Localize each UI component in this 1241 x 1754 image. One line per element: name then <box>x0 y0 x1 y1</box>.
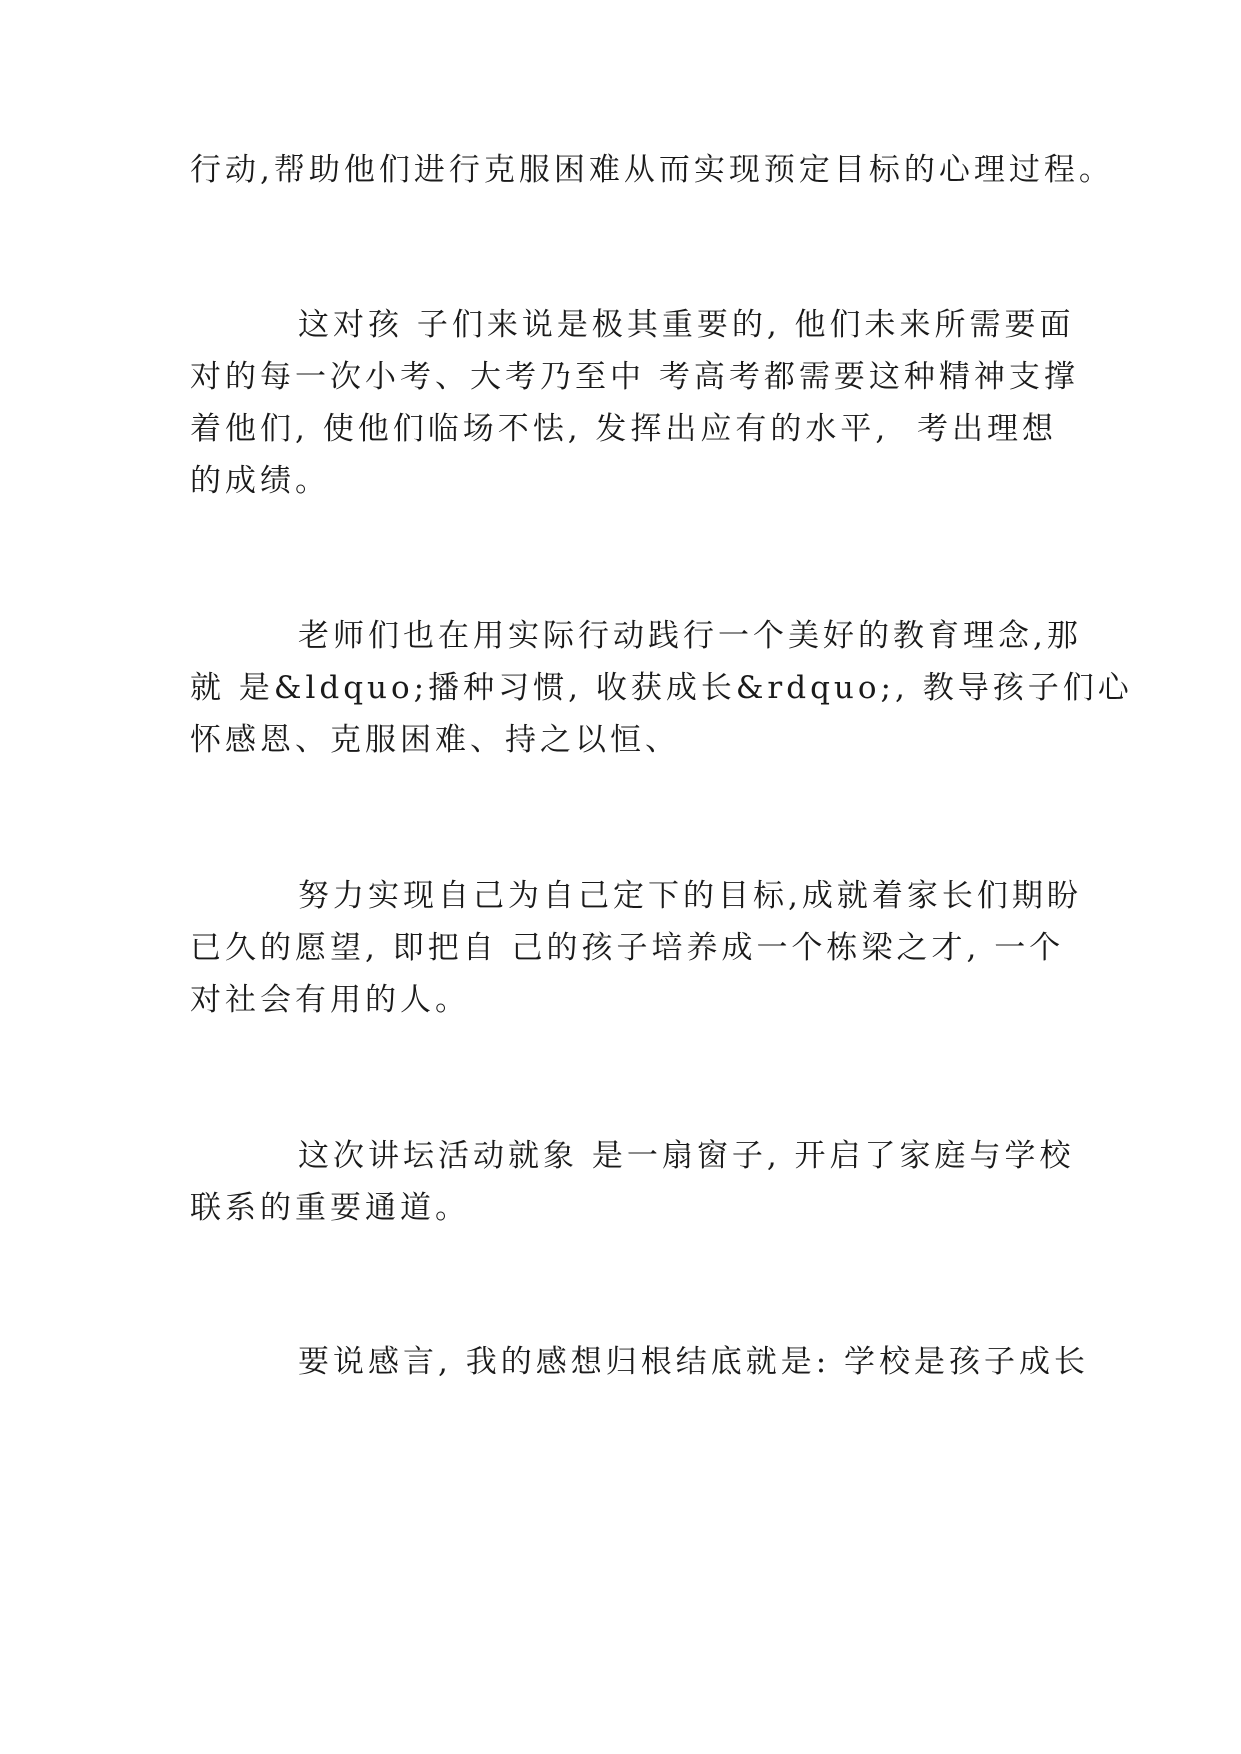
paragraph-4-line-3: 对社会有用的人。 <box>190 982 470 1018</box>
paragraph-4-line-1: 努力实现自己为自己定下的目标,成就着家长们期盼 <box>298 878 1082 914</box>
paragraph-2-line-1: 这对孩 子们来说是极其重要的, 他们未来所需要面 <box>298 307 1075 343</box>
paragraph-4-line-2: 已久的愿望, 即把自 己的孩子培养成一个栋梁之才, 一个 <box>190 930 1065 966</box>
paragraph-6-line-1: 要说感言, 我的感想归根结底就是: 学校是孩子成长 <box>298 1344 1090 1380</box>
paragraph-2-line-3: 着他们, 使他们临场不怯, 发挥出应有的水平, 考出理想 <box>190 411 1057 447</box>
paragraph-1-line-1: 行动,帮助他们进行克服困难从而实现预定目标的心理过程。 <box>190 152 1114 188</box>
paragraph-5-line-2: 联系的重要通道。 <box>190 1190 470 1226</box>
paragraph-2-line-4: 的成绩。 <box>190 463 330 499</box>
paragraph-3-line-3: 怀感恩、克服困难、持之以恒、 <box>190 722 680 758</box>
paragraph-3-line-2: 就 是&ldquo;播种习惯, 收获成长&rdquo;, 教导孩子们心 <box>190 670 1133 706</box>
paragraph-3-line-1: 老师们也在用实际行动践行一个美好的教育理念,那 <box>298 618 1082 654</box>
paragraph-5-line-1: 这次讲坛活动就象 是一扇窗子, 开启了家庭与学校 <box>298 1138 1075 1174</box>
paragraph-2-line-2: 对的每一次小考、大考乃至中 考高考都需要这种精神支撑 <box>190 359 1079 395</box>
